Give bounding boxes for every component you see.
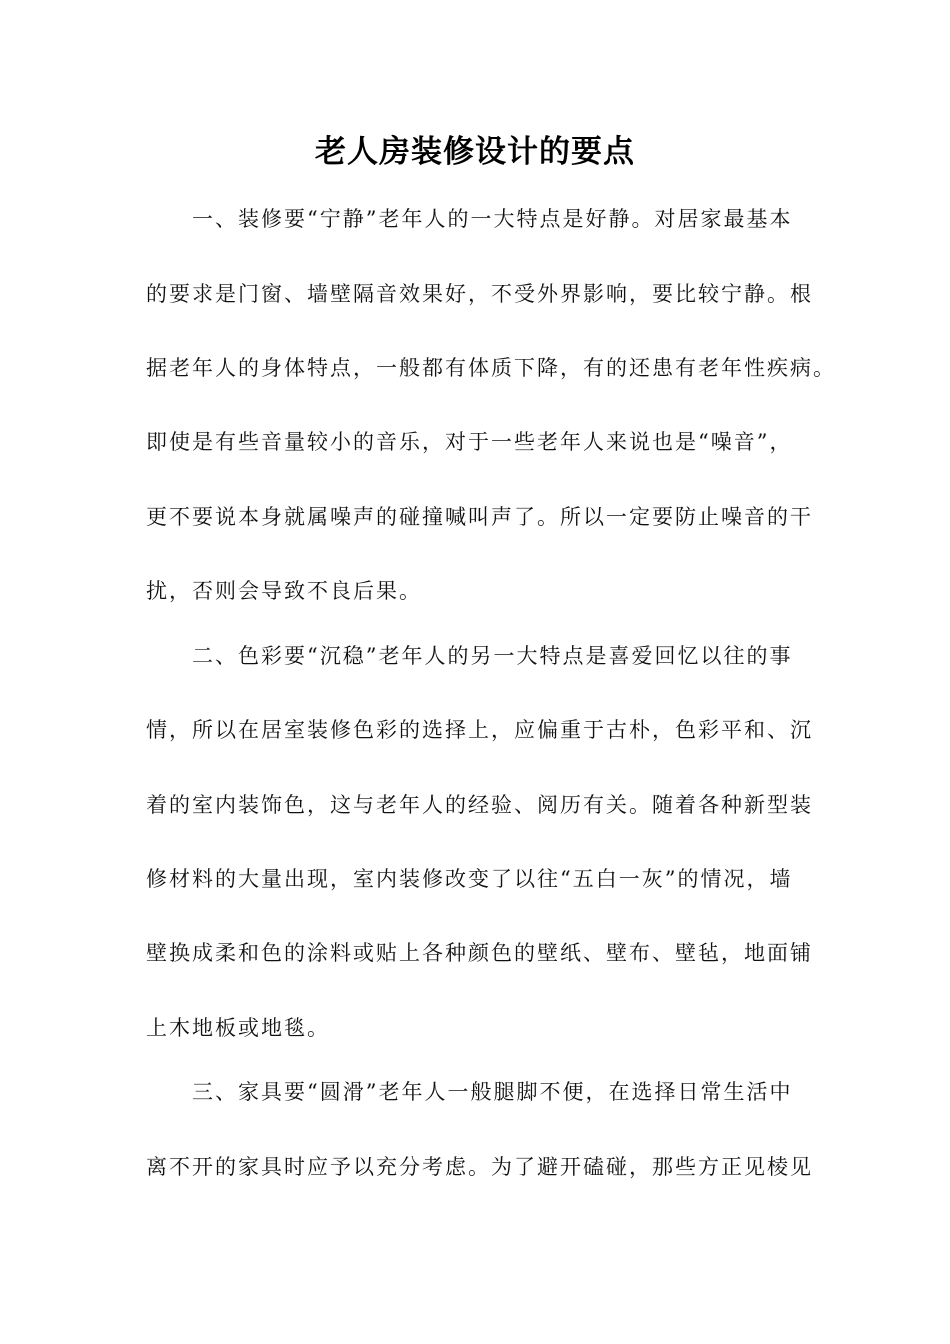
paragraph-1-line-5: 更不要说本身就属噪声的碰撞喊叫声了。所以一定要防止噪音的干 (146, 505, 813, 529)
paragraph-3-line-2: 离不开的家具时应予以充分考虑。为了避开磕碰，那些方正见棱见 (146, 1155, 813, 1179)
paragraph-2-line-3: 着的室内装饰色，这与老年人的经验、阅历有关。随着各种新型装 (146, 793, 813, 817)
paragraph-1-line-4: 即使是有些音量较小的音乐，对于一些老年人来说也是“噪音”， (146, 430, 793, 454)
paragraph-1-line-6: 扰，否则会导致不良后果。 (146, 579, 422, 603)
paragraph-2-line-1: 二、色彩要“沉稳”老年人的另一大特点是喜爱回忆以往的事 (192, 644, 793, 668)
paragraph-2-line-2: 情，所以在居室装修色彩的选择上，应偏重于古朴，色彩平和、沉 (146, 718, 813, 742)
paragraph-3-line-1: 三、家具要“圆滑”老年人一般腿脚不便，在选择日常生活中 (192, 1080, 793, 1104)
paragraph-2-line-5: 壁换成柔和色的涂料或贴上各种颜色的壁纸、壁布、壁毡，地面铺 (146, 941, 813, 965)
paragraph-1-line-3: 据老年人的身体特点，一般都有体质下降，有的还患有老年性疾病。 (146, 356, 836, 380)
paragraph-2-line-6: 上木地板或地毯。 (146, 1016, 330, 1040)
paragraph-2-line-4: 修材料的大量出现，室内装修改变了以往“五白一灰”的情况，墙 (146, 867, 793, 891)
paragraph-1-line-2: 的要求是门窗、墙壁隔音效果好，不受外界影响，要比较宁静。根 (146, 282, 813, 306)
paragraph-1-line-1: 一、装修要“宁静”老年人的一大特点是好静。对居家最基本 (192, 207, 793, 231)
document-title: 老人房装修设计的要点 (315, 134, 635, 170)
